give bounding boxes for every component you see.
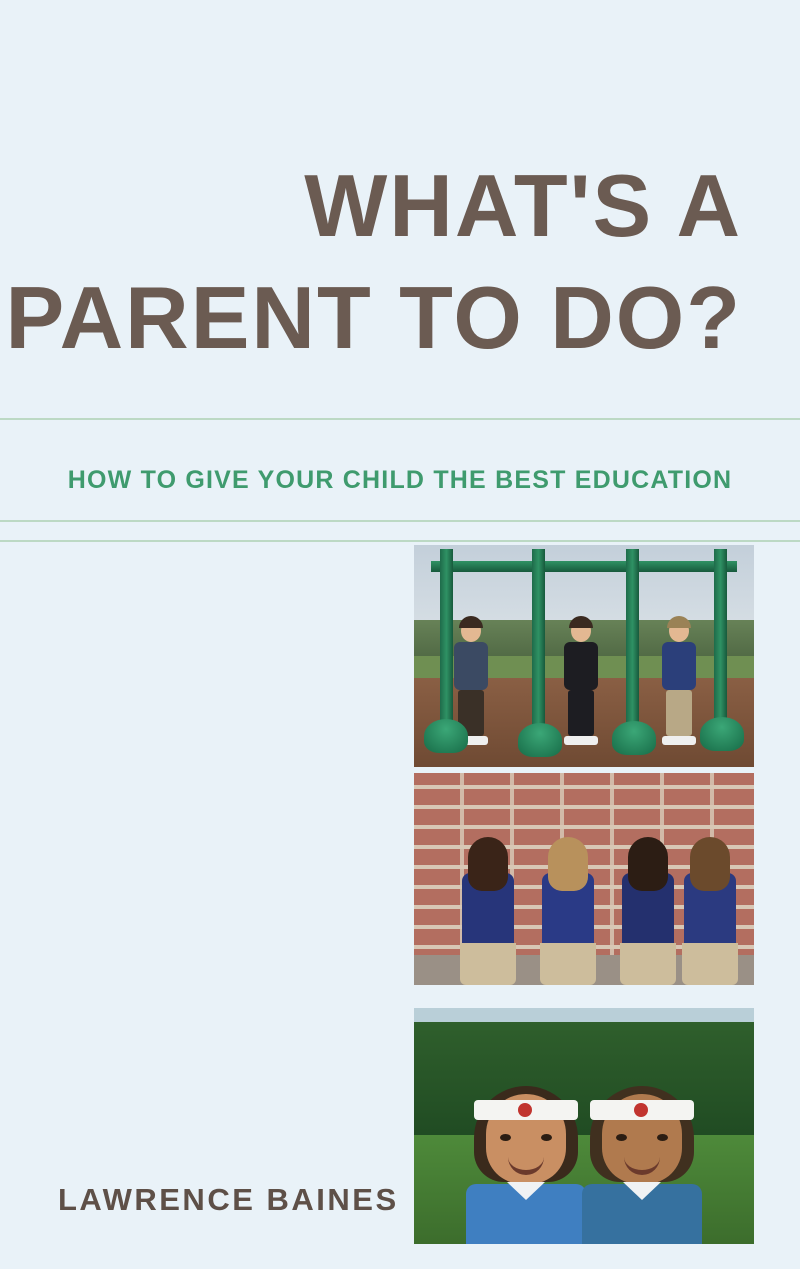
title-line-2: PARENT TO DO? [5,268,742,367]
book-author: LAWRENCE BAINES [58,1182,399,1217]
title-line-1: WHAT'S A [304,156,742,255]
divider-middle [0,520,800,522]
divider-bottom [0,540,800,542]
playground-photo [414,545,754,767]
brick-wall-students-photo [414,773,754,985]
book-subtitle: HOW TO GIVE YOUR CHILD THE BEST EDUCATION [67,466,733,494]
two-girls-photo [414,1008,754,1244]
book-title [0,150,800,374]
divider-top [0,418,800,420]
